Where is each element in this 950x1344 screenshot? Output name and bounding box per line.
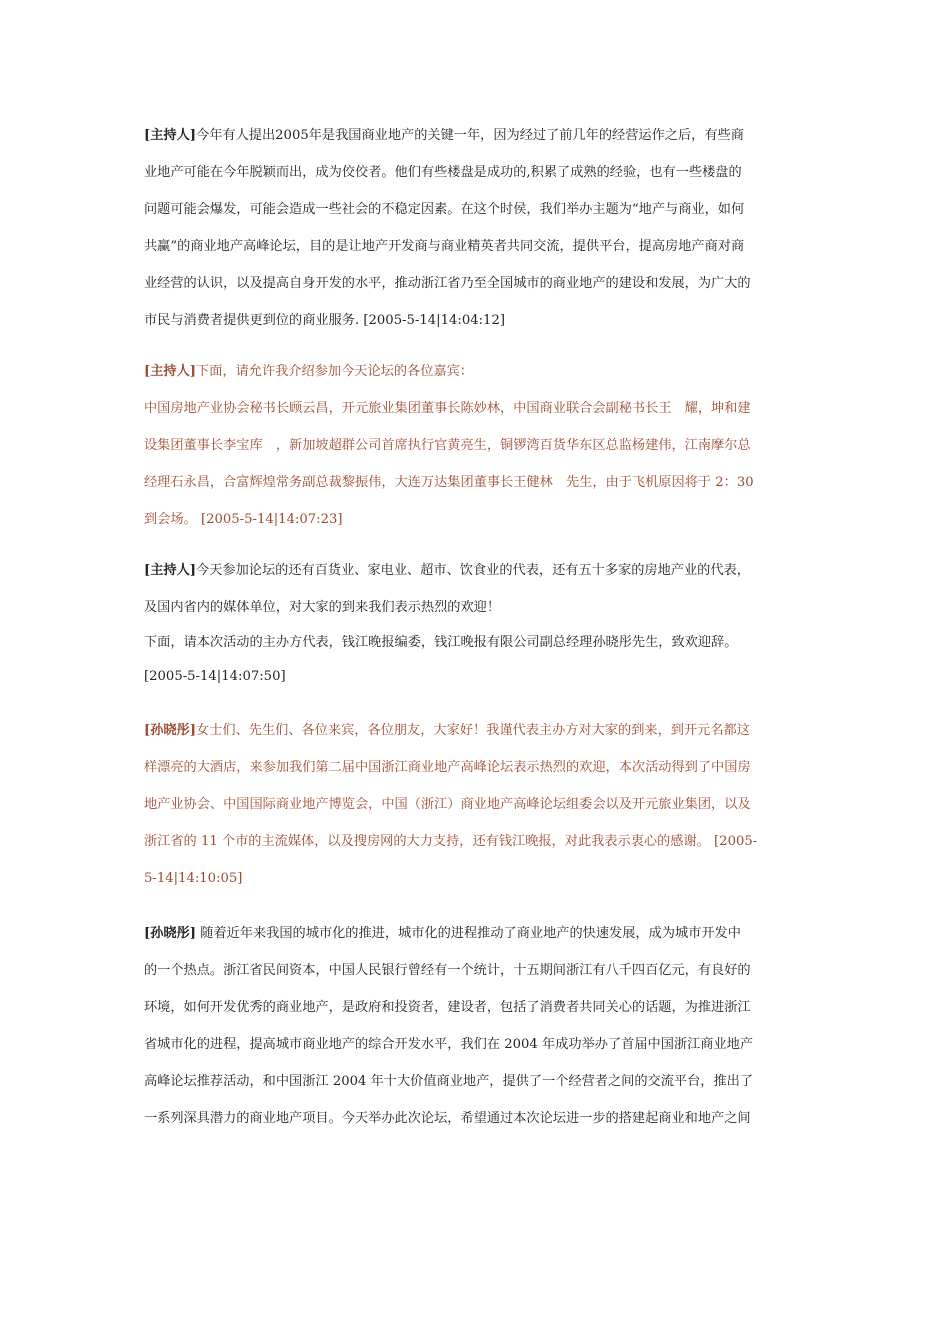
speaker-label: [主持人] — [144, 364, 197, 379]
paragraph-host-intro — [144, 117, 808, 339]
speaker-label: [主持人] — [144, 563, 197, 578]
paragraph-line: 业经营的认识，以及提高自身开发的水平，推动浙江省乃至全国城市的商业地产的建设和发展，为广大的 — [144, 276, 751, 291]
paragraph-line: 女士们、先生们、各位来宾，各位朋友，大家好！我谨代表主办方对大家的到来，到开元名都这 — [196, 723, 750, 738]
paragraph-line: 的一个热点。浙江省民间资本，中国人民银行曾经有一个统计，十五期间浙江有八千四百亿元，有良好的 — [144, 963, 751, 978]
speaker-label: [孙晓彤] — [144, 723, 197, 738]
paragraph-line: 环境，如何开发优秀的商业地产，是政府和投资者，建设者，包括了消费者共同关心的话题，为推进浙江 — [144, 1000, 751, 1015]
paragraph-line: 省城市化的进程，提高城市商业地产的综合开发水平，我们在 2004 年成功举办了首届中国浙江商业地产 — [144, 1037, 754, 1052]
paragraph-line: 样漂亮的大酒店，来参加我们第二届中国浙江商业地产高峰论坛表示热烈的欢迎，本次活动得到了中国房 — [144, 760, 751, 775]
paragraph-line: 到会场。 [2005-5-14|14:07:23] — [144, 512, 343, 527]
paragraph-line: 设集团董事长李宝库 ，新加坡超群公司首席执行官黄亮生，铜锣湾百货华东区总监杨建伟，江南摩尔总 — [144, 438, 751, 453]
paragraph-line: 市民与消费者提供更到位的商业服务. [2005-5-14|14:04:12] — [144, 313, 505, 328]
paragraph-line: 5-14|14:10:05] — [144, 871, 243, 886]
paragraph-line: 及国内省内的媒体单位，对大家的到来我们表示热烈的欢迎！ — [144, 600, 501, 615]
paragraph-line: 下面，请本次活动的主办方代表，钱江晚报编委，钱江晚报有限公司副总经理孙晓彤先生，致欢迎辞。 — [144, 635, 738, 650]
paragraph-sun-speech — [144, 915, 808, 1137]
paragraph-line: 随着近年来我国的城市化的推进，城市化的进程推动了商业地产的快速发展，成为城市开发中 — [196, 926, 741, 941]
paragraph-line: 一系列深具潜力的商业地产项目。今天举办此次论坛，希望通过本次论坛进一步的搭建起商业和地产之间 — [144, 1111, 751, 1126]
speaker-label: [主持人] — [144, 128, 197, 143]
document-page — [144, 117, 808, 1137]
paragraph-host-welcome — [144, 552, 808, 694]
paragraph-line: 共赢”的商业地产高峰论坛，目的是让地产开发商与商业精英者共同交流，提供平台，提高房地产商对商 — [144, 239, 745, 254]
paragraph-line: 高峰论坛推荐活动，和中国浙江 2004 年十大价值商业地产，提供了一个经营者之间的交流平台，推出了 — [144, 1074, 754, 1089]
paragraph-sun-welcome — [144, 712, 808, 897]
paragraph-line: 问题可能会爆发，可能会造成一些社会的不稳定因素。在这个时侯，我们举办主题为“地产与商业，如何 — [144, 202, 745, 217]
paragraph-line: 浙江省的 11 个市的主流媒体，以及搜房网的大力支持，还有钱江晚报，对此我表示衷心的感谢。 [2005- — [144, 834, 758, 849]
paragraph-line: 中国房地产业协会秘书长顾云昌，开元旅业集团董事长陈妙林，中国商业联合会副秘书长王 耀，坤和建 — [144, 401, 751, 416]
paragraph-line: 业地产可能在今年脱颖而出，成为佼佼者。他们有些楼盘是成功的,积累了成熟的经验，也有一些楼盘的 — [144, 165, 742, 180]
paragraph-line: 今年有人提出2005年是我国商业地产的关键一年，因为经过了前几年的经营运作之后，有些商 — [196, 128, 744, 143]
paragraph-guest-introduction — [144, 353, 808, 538]
speaker-label: [孙晓彤] — [144, 926, 197, 941]
paragraph-line: 地产业协会、中国国际商业地产博览会，中国（浙江）商业地产高峰论坛组委会以及开元旅业集团，以及 — [144, 797, 751, 812]
paragraph-line: 下面，请允许我介绍参加今天论坛的各位嘉宾： — [196, 364, 473, 379]
paragraph-line: [2005-5-14|14:07:50] — [144, 669, 286, 684]
paragraph-line: 今天参加论坛的还有百货业、家电业、超市、饮食业的代表，还有五十多家的房地产业的代表， — [196, 563, 750, 578]
paragraph-line: 经理石永昌，合富辉煌常务副总裁黎振伟，大连万达集团董事长王健林 先生，由于飞机原因将于 2：30 — [144, 475, 754, 490]
